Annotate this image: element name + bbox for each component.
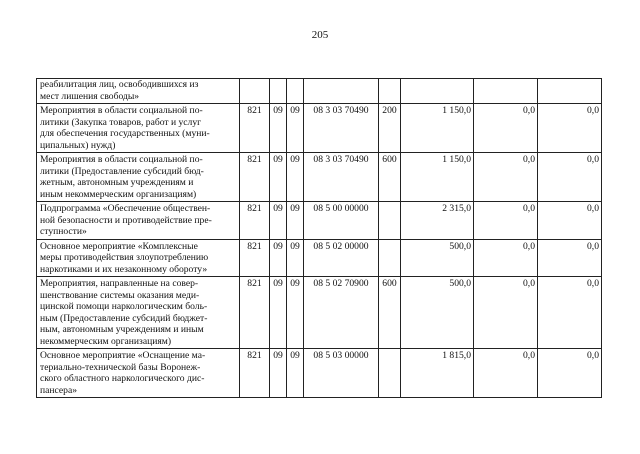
csr-cell: 08 3 03 70490 [304,153,379,202]
grbs-cell: 821 [240,153,270,202]
sum-year1-cell [401,79,474,104]
budget-table [36,78,602,398]
vr-cell [379,79,401,104]
pr-cell: 09 [287,104,304,153]
table-row [37,202,602,240]
csr-cell [304,79,379,104]
sum-year1-cell: 1 150,0 [401,153,474,202]
sum-year2-cell: 0,0 [474,153,538,202]
rz-cell: 09 [270,202,287,240]
rz-cell: 09 [270,349,287,398]
sum-year2-cell: 0,0 [474,277,538,349]
sum-year2-cell: 0,0 [474,349,538,398]
grbs-cell: 821 [240,202,270,240]
sum-year2-cell: 0,0 [474,202,538,240]
grbs-cell: 821 [240,277,270,349]
csr-cell: 08 3 03 70490 [304,104,379,153]
pr-cell: 09 [287,349,304,398]
sum-year3-cell: 0,0 [538,202,602,240]
row-name-cell: Мероприятия в области социальной по- литики (Предоставление субсидий бюд- жетным, автономным учреждениям и иным некоммерческим организациям) [37,153,240,202]
sum-year2-cell: 0,0 [474,104,538,153]
rz-cell: 09 [270,277,287,349]
vr-cell: 600 [379,277,401,349]
row-name-cell: Мероприятия в области социальной по- литики (Закупка товаров, работ и услуг для обеспечения государственных (муни- ципальных) нужд) [37,104,240,153]
pr-cell: 09 [287,202,304,240]
vr-cell: 600 [379,153,401,202]
sum-year1-cell: 2 315,0 [401,202,474,240]
csr-cell: 08 5 02 00000 [304,239,379,277]
vr-cell: 200 [379,104,401,153]
sum-year1-cell: 500,0 [401,277,474,349]
vr-cell [379,202,401,240]
sum-year3-cell: 0,0 [538,277,602,349]
sum-year3-cell [538,79,602,104]
table-row [37,277,602,349]
pr-cell [287,79,304,104]
table-row [37,349,602,398]
page-number: 205 [311,29,329,41]
sum-year2-cell [474,79,538,104]
table-row [37,79,602,104]
sum-year1-cell: 500,0 [401,239,474,277]
sum-year3-cell: 0,0 [538,349,602,398]
sum-year1-cell: 1 815,0 [401,349,474,398]
sum-year3-cell: 0,0 [538,104,602,153]
vr-cell [379,349,401,398]
table-row [37,239,602,277]
pr-cell: 09 [287,153,304,202]
rz-cell: 09 [270,239,287,277]
pr-cell: 09 [287,239,304,277]
table-row [37,104,602,153]
grbs-cell: 821 [240,239,270,277]
sum-year3-cell: 0,0 [538,239,602,277]
rz-cell: 09 [270,104,287,153]
grbs-cell [240,79,270,104]
grbs-cell: 821 [240,349,270,398]
sum-year2-cell: 0,0 [474,239,538,277]
sum-year3-cell: 0,0 [538,153,602,202]
pr-cell: 09 [287,277,304,349]
row-name-cell: Основное мероприятие «Комплексные меры противодействия злоупотреблению наркотиками и их незаконному обороту» [37,239,240,277]
row-name-cell: Мероприятия, направленные на совер- шенствование системы оказания меди- цинской помощи наркологическим боль- ным (Предоставление субсидий бюджет- ным, автономным учреждениям и иным некоммерческим организациям) [37,277,240,349]
rz-cell [270,79,287,104]
csr-cell: 08 5 00 00000 [304,202,379,240]
table-row [37,153,602,202]
row-name-cell: Основное мероприятие «Оснащение ма- териально-технической базы Воронеж- ского областного наркологического дис- пансера» [37,349,240,398]
row-name-cell: реабилитация лиц, освободившихся из мест лишения свободы» [37,79,240,104]
row-name-cell: Подпрограмма «Обеспечение обществен- ной безопасности и противодействие пре- ступности» [37,202,240,240]
csr-cell: 08 5 03 00000 [304,349,379,398]
sum-year1-cell: 1 150,0 [401,104,474,153]
grbs-cell: 821 [240,104,270,153]
vr-cell [379,239,401,277]
rz-cell: 09 [270,153,287,202]
csr-cell: 08 5 02 70900 [304,277,379,349]
